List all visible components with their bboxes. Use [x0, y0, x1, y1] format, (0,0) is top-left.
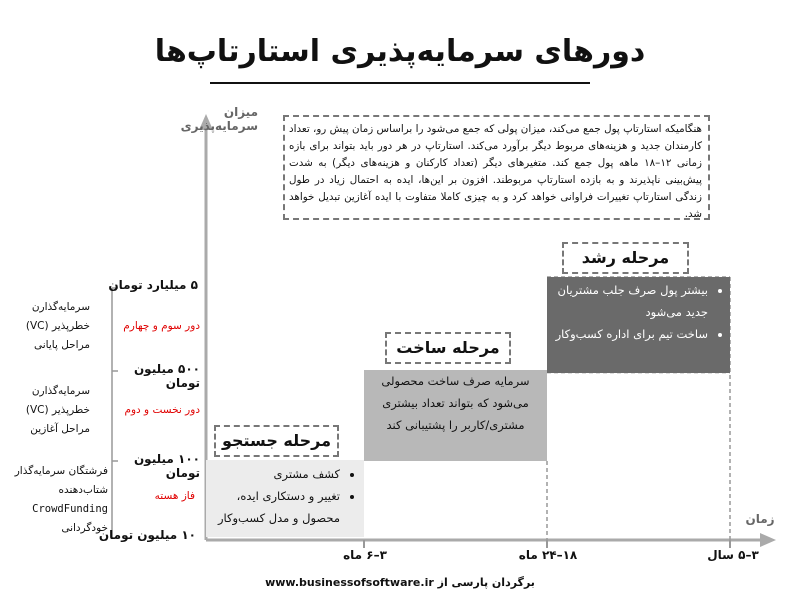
growth-stage-title: مرحله رشد — [562, 242, 689, 274]
search-stage-box — [206, 460, 364, 537]
search-bullet-2: • تغییر و دستکاری ایده، محصول و مدل کسب‌وکار — [210, 485, 340, 529]
growth-bullet-2: • ساخت تیم برای اداره کسب‌وکار — [551, 323, 708, 345]
level-5-billion: ۵ میلیارد تومان — [108, 278, 198, 292]
investors-late: سرمایه‌گذارن خطرپذیر (VC) مراحل پایانی — [25, 301, 90, 351]
investors-seed: فرشتگان سرمایه‌گذار شتاب‌دهنده CrowdFunding خودگردانی — [14, 465, 108, 534]
growth-stage-box — [547, 277, 730, 373]
x-axis-arrow — [760, 533, 776, 547]
x-tick-label-1: ۳–۶ ماه — [343, 548, 387, 562]
round-early: دور نخست و دوم — [124, 404, 200, 416]
x-tick-label-2: ۱۸–۲۴ ماه — [518, 548, 578, 562]
build-stage-box — [364, 370, 547, 461]
page-title: دورهای سرمایه‌پذیری استارتاپ‌ها — [154, 34, 646, 69]
round-late: دور سوم و چهارم — [123, 320, 200, 332]
search-stage-title: مرحله جستجو — [214, 425, 339, 457]
note-box: هنگامیکه استارتاپ پول جمع می‌کند، میزان پولی که جمع می‌شود را براساس زمان پیش رو، تعداد کارمندان جدید و هزینه‌های مربوط دیگر برآورد می‌کند. استارتاپ در هر دور باید بتواند برای بازه زمانی ۱۲–۱۸ ماهه پول جمع کند. متغیرهای دیگر (تعداد کارکنان و هزینه‌های دیگر) به شدت پیش‌بینی ناپذیرند و به بازده استارتاپ مربوطند. افزون بر این‌ها، ایده به احتمال زیاد در طول زندگی استارتاپ تغییرات فراوانی خواهد کرد و به چیزی کاملا متفاوت با ایده آغازین تبدیل خواهد شد. — [283, 115, 710, 220]
build-stage-text: سرمایه صرف ساخت محصولی می‌شود که بتواند تعداد بیشتری مشتری/کاربر را پشتیبانی کند — [381, 374, 530, 432]
investors-early: سرمایه‌گذارن خطرپذیر (VC) مراحل آغازین — [25, 385, 90, 435]
x-axis-label: زمان — [745, 512, 775, 526]
level-100-million: ۱۰۰ میلیون تومان — [133, 452, 200, 480]
level-500-million: ۵۰۰ میلیون تومان — [133, 362, 200, 390]
credit-line: برگردان پارسی از www.businessofsoftware.ir — [265, 576, 535, 589]
x-tick-label-3: ۳–۵ سال — [707, 548, 759, 562]
level-10-million: ۱۰ میلیون تومان — [98, 528, 196, 542]
build-stage-title: مرحله ساخت — [385, 332, 511, 364]
round-seed: فاز هسته — [154, 490, 195, 502]
growth-bullet-1: • بیشتر پول صرف جلب مشتریان جدید می‌شود — [551, 279, 708, 323]
y-axis-label: میزان سرمایه‌پذیری — [180, 105, 258, 133]
search-bullet-1: • کشف مشتری — [210, 463, 340, 485]
